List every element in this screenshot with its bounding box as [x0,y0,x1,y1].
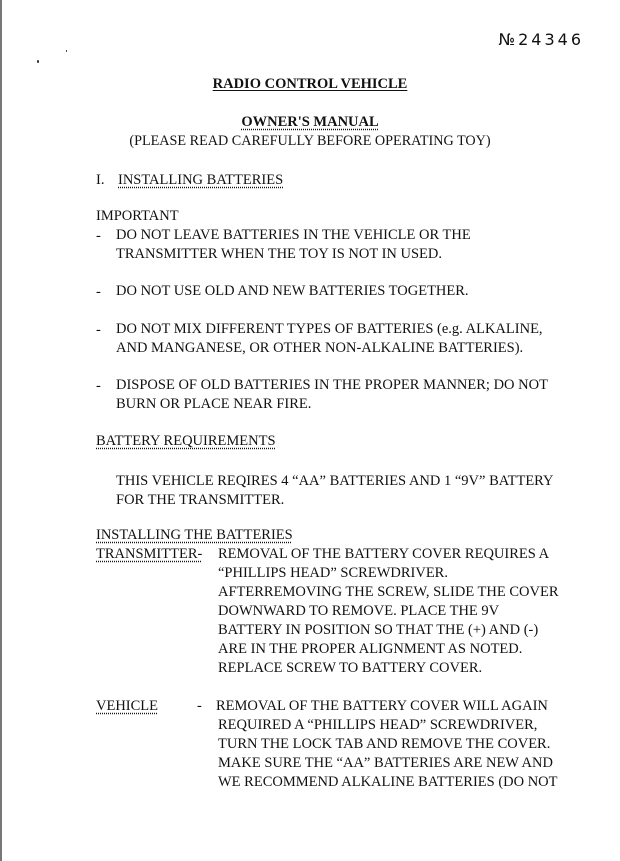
bullet-dash: - [96,322,101,338]
battery-requirements-heading [96,432,276,451]
important-item-3-line-2: AND MANGANESE, OR OTHER NON-ALKALINE BATTERIES). [116,340,524,356]
transmitter-label [96,545,202,564]
transmitter-line-4: DOWNWARD TO REMOVE. PLACE THE 9V [218,603,500,619]
requirements-line-2: FOR THE TRANSMITTER. [116,492,285,508]
vehicle-label [96,697,158,716]
vehicle-label-text: VEHICLE [96,698,159,714]
vehicle-line-3: TURN THE LOCK TAB AND REMOVE THE COVER. [218,736,551,752]
installing-heading-text: INSTALLING THE BATTERIES [96,527,293,543]
transmitter-line-6: ARE IN THE PROPER ALIGNMENT AS NOTED. [218,641,523,657]
important-item-3-line-1: DO NOT MIX DIFFERENT TYPES OF BATTERIES (e.g. ALKALINE, [116,321,543,337]
title-text: RADIO CONTROL VEHICLE [212,76,408,92]
document-subtitle [0,113,620,132]
important-item-1-line-1: DO NOT LEAVE BATTERIES IN THE VEHICLE OR THE [116,227,471,243]
bullet-dash: - [96,284,101,300]
important-item-4-line-2: BURN OR PLACE NEAR FIRE. [116,396,312,412]
transmitter-line-7: REPLACE SCREW TO BATTERY COVER. [218,660,483,676]
section-number: I. [96,172,105,188]
transmitter-label-text: TRANSMITTER- [96,546,203,562]
requirements-line-1: THIS VEHICLE REQIRES 4 “AA” BATTERIES AND 1 “9V” BATTERY [116,473,554,489]
vehicle-line-2: REQUIRED A “PHILLIPS HEAD” SCREWDRIVER, [218,717,538,733]
important-item-4-line-1: DISPOSE OF OLD BATTERIES IN THE PROPER MANNER; DO NOT [116,377,548,393]
vehicle-line-4: MAKE SURE THE “AA” BATTERIES ARE NEW AND [218,755,553,771]
important-item-1-line-2: TRANSMITTER WHEN THE TOY IS NOT IN USED. [116,246,442,262]
installing-heading [96,526,293,545]
transmitter-line-2: “PHILLIPS HEAD” SCREWDRIVER. [218,565,448,581]
transmitter-line-1: REMOVAL OF THE BATTERY COVER REQUIRES A [218,546,550,562]
important-item-2-line-1: DO NOT USE OLD AND NEW BATTERIES TOGETHER. [116,283,469,299]
subtitle-text: OWNER'S MANUAL [241,114,379,130]
vehicle-line-1: REMOVAL OF THE BATTERY COVER WILL AGAIN [216,698,548,714]
document-number: №24346 [498,30,584,49]
read-notice: (PLEASE READ CAREFULLY BEFORE OPERATING TOY) [129,133,491,149]
transmitter-line-3: AFTERREMOVING THE SCREW, SLIDE THE COVER [218,584,559,600]
vehicle-dash: - [197,698,202,714]
important-heading: IMPORTANT [96,208,179,224]
scan-speck [37,60,39,63]
section-heading-text: INSTALLING BATTERIES [118,172,284,188]
bullet-dash: - [96,378,101,394]
battery-requirements-heading-text: BATTERY REQUIREMENTS [96,433,276,449]
document-title [0,75,620,94]
section-heading [118,171,283,190]
bullet-dash: - [96,228,101,244]
vehicle-line-5: WE RECOMMEND ALKALINE BATTERIES (DO NOT [218,774,558,790]
scan-speck [66,50,67,52]
transmitter-line-5: BATTERY IN POSITION SO THAT THE (+) AND (-) [218,622,539,638]
